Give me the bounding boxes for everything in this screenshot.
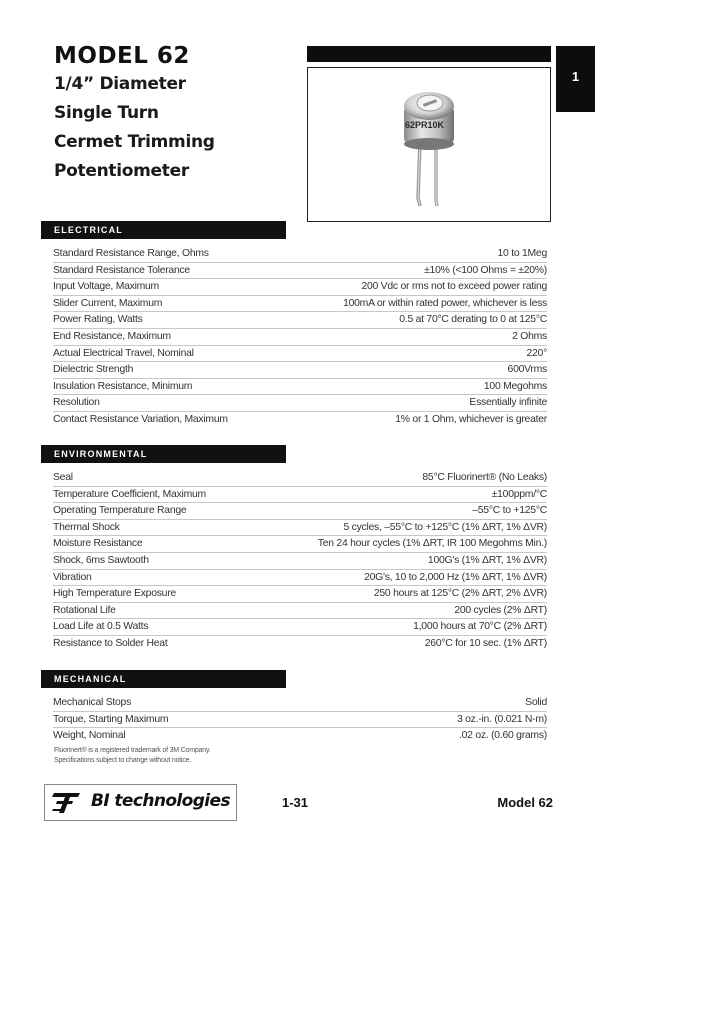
spec-label: Shock, 6ms Sawtooth — [53, 554, 149, 566]
spec-value: 220° — [526, 347, 547, 359]
spec-label: End Resistance, Maximum — [53, 330, 171, 342]
spec-label: Standard Resistance Tolerance — [53, 264, 190, 276]
spec-value: 1% or 1 Ohm, whichever is greater — [395, 413, 547, 425]
footnote-specifications: Specifications subject to change without notice. — [54, 757, 192, 764]
spec-label: Seal — [53, 472, 73, 483]
spec-value: 3 oz.-in. (0.021 N-m) — [456, 713, 547, 725]
spec-label: Mechanical Stops — [53, 697, 132, 708]
spec-label: Vibration — [53, 571, 92, 583]
table-row — [53, 470, 547, 487]
table-row — [53, 412, 547, 429]
spec-value: 200 cycles (2% ΔRT) — [454, 604, 547, 616]
spec-value: 20G's, 10 to 2,000 Hz (1% ΔRT, 1% ΔVR) — [364, 571, 547, 583]
bi-logo-icon — [51, 789, 83, 816]
spec-value: 260°C for 10 sec. (1% ΔRT) — [424, 637, 547, 649]
spec-label: Contact Resistance Variation, Maximum — [53, 413, 228, 425]
spec-value: Essentially infinite — [469, 397, 547, 409]
spec-label: Input Voltage, Maximum — [53, 281, 159, 293]
spec-value: Ten 24 hour cycles (1% ΔRT, IR 100 Megohms Min.) — [317, 538, 547, 550]
spec-label: Load Life at 0.5 Watts — [53, 621, 149, 633]
spec-value: Solid — [525, 697, 547, 708]
spec-value: 2 Ohms — [512, 330, 547, 342]
spec-value: 100 Megohms — [483, 380, 547, 392]
subtitle-line-4: Potentiometer — [54, 161, 189, 181]
spec-value: .02 oz. (0.60 grams) — [459, 730, 547, 742]
image-header-bar — [307, 46, 551, 62]
spec-value: ±10% (<100 Ohms = ±20%) — [424, 264, 547, 276]
spec-label: Moisture Resistance — [53, 538, 143, 550]
spec-label: Weight, Nominal — [53, 730, 126, 742]
spec-label: Resistance to Solder Heat — [53, 637, 168, 649]
footer-model-label: Model 62 — [497, 795, 553, 810]
spec-label: Torque, Starting Maximum — [53, 713, 169, 725]
table-row — [53, 636, 547, 653]
section-header-mechanical: MECHANICAL — [41, 670, 286, 688]
table-row — [53, 362, 547, 379]
spec-value: 100G's (1% ΔRT, 1% ΔVR) — [427, 554, 547, 566]
mechanical-spec-table — [53, 695, 547, 745]
table-row — [53, 487, 547, 504]
spec-label: Standard Resistance Range, Ohms — [53, 248, 209, 259]
table-row — [53, 346, 547, 363]
table-row — [53, 395, 547, 412]
table-row — [53, 279, 547, 296]
page-title: MODEL 62 — [54, 43, 190, 69]
spec-value: 85°C Fluorinert® (No Leaks) — [422, 472, 547, 483]
spec-value: 600Vrms — [507, 364, 547, 376]
table-row — [53, 263, 547, 280]
spec-label: Dielectric Strength — [53, 364, 134, 376]
table-row — [53, 379, 547, 396]
spec-label: High Temperature Exposure — [53, 588, 176, 600]
section-header-electrical: ELECTRICAL — [41, 221, 286, 239]
spec-value: 10 to 1Meg — [497, 248, 547, 259]
footnotes — [54, 746, 210, 766]
spec-label: Rotational Life — [53, 604, 116, 616]
table-row — [53, 296, 547, 313]
spec-value: ±100ppm/°C — [491, 488, 547, 500]
table-row — [53, 570, 547, 587]
spec-value: –55°C to +125°C — [472, 505, 547, 517]
electrical-spec-table — [53, 246, 547, 429]
spec-value: 1,000 hours at 70°C (2% ΔRT) — [413, 621, 547, 633]
spec-label: Power Rating, Watts — [53, 314, 143, 326]
spec-value: 250 hours at 125°C (2% ΔRT, 2% ΔVR) — [373, 588, 547, 600]
spec-label: Operating Temperature Range — [53, 505, 187, 517]
table-row — [53, 586, 547, 603]
footnote-trademark: Fluorinert® is a registered trademark of 3M Company. — [54, 747, 211, 754]
subtitle-line-3: Cermet Trimming — [54, 132, 215, 152]
component-marking: 62PR10K — [405, 120, 445, 130]
logo-text: BI technologies — [91, 791, 230, 811]
table-row — [53, 503, 547, 520]
table-row — [53, 553, 547, 570]
spec-value: 0.5 at 70°C derating to 0 at 125°C — [399, 314, 547, 326]
subtitle-line-2: Single Turn — [54, 103, 159, 123]
table-row — [53, 712, 547, 729]
table-row — [53, 603, 547, 620]
spec-value: 200 Vdc or rms not to exceed power rating — [361, 281, 547, 293]
spec-label: Slider Current, Maximum — [53, 297, 163, 309]
product-image-frame — [307, 67, 551, 222]
table-row — [53, 520, 547, 537]
page-number: 1-31 — [282, 795, 309, 810]
chapter-tab: 1 — [556, 46, 595, 112]
table-row — [53, 619, 547, 636]
table-row — [53, 329, 547, 346]
table-row — [53, 728, 547, 745]
trimming-potentiometer-photo-icon — [390, 86, 470, 211]
spec-label: Temperature Coefficient, Maximum — [53, 488, 206, 500]
subtitle-line-1: 1/4” Diameter — [54, 74, 186, 94]
company-logo — [44, 784, 237, 821]
spec-value: 5 cycles, –55°C to +125°C (1% ΔRT, 1% ΔVR) — [343, 521, 547, 533]
spec-label: Thermal Shock — [53, 521, 120, 533]
table-row — [53, 695, 547, 712]
spec-value: 100mA or within rated power, whichever is less — [343, 297, 547, 309]
spec-label: Insulation Resistance, Minimum — [53, 380, 193, 392]
section-header-environmental: ENVIRONMENTAL — [41, 445, 286, 463]
table-row — [53, 312, 547, 329]
spec-label: Resolution — [53, 397, 100, 409]
spec-label: Actual Electrical Travel, Nominal — [53, 347, 194, 359]
environmental-spec-table — [53, 470, 547, 653]
title-block — [54, 42, 294, 186]
table-row — [53, 246, 547, 263]
table-row — [53, 536, 547, 553]
